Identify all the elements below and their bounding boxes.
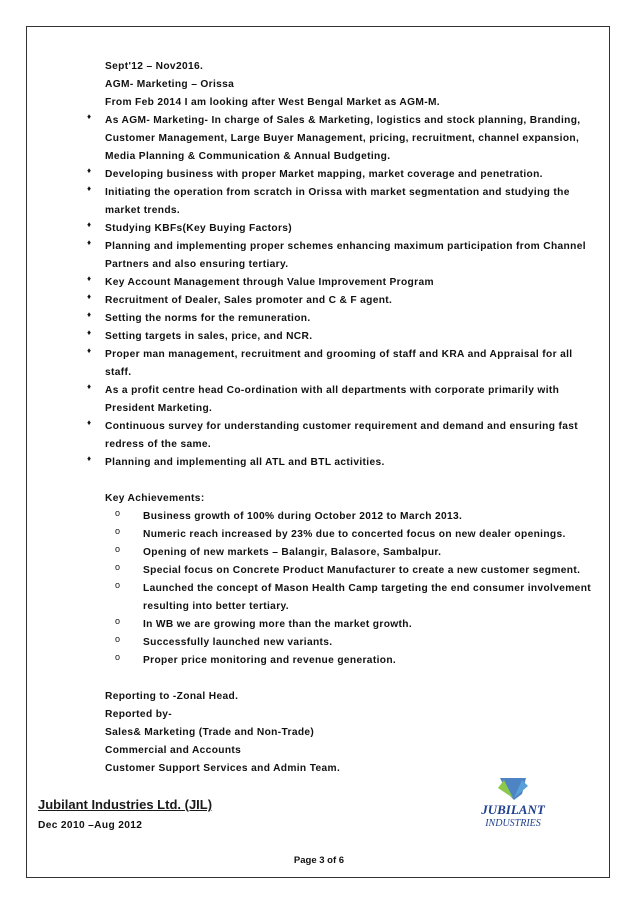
responsibility-text: Setting the norms for the remuneration. (105, 313, 311, 324)
achievement-text: resulting into better tertiary. (143, 601, 289, 612)
responsibility-text: Setting targets in sales, price, and NCR. (105, 331, 313, 342)
achievement-item (105, 544, 595, 562)
responsibility-item (87, 166, 595, 184)
achievement-text: Special focus on Concrete Product Manufacturer to create a new customer segment. (143, 565, 581, 576)
spacer (105, 472, 595, 490)
diamond-bullet-icon: ♦ (87, 184, 92, 193)
diamond-bullet-icon: ♦ (87, 238, 92, 247)
responsibility-text: Planning and implementing proper schemes enhancing maximum participation from Channel (105, 241, 586, 252)
reporting-line: Reported by- (105, 709, 173, 720)
achievement-text: In WB we are growing more than the market growth. (143, 619, 413, 630)
responsibility-text: redress of the same. (105, 439, 212, 450)
circle-bullet-icon: o (115, 526, 121, 536)
responsibility-item (87, 346, 595, 382)
responsibility-text: Customer Management, Large Buyer Management, pricing, recruitment, channel expansion, (105, 133, 580, 144)
responsibility-item (87, 238, 595, 274)
achievement-text: Numeric reach increased by 23% due to concerted focus on new dealer openings. (143, 529, 566, 540)
circle-bullet-icon: o (115, 616, 121, 626)
header-line: From Feb 2014 I am looking after West Bengal Market as AGM-M. (105, 97, 440, 108)
reporting-block (105, 688, 595, 778)
achievement-text: Successfully launched new variants. (143, 637, 333, 648)
page-content (87, 58, 595, 778)
achievements-list (105, 508, 595, 670)
diamond-bullet-icon: ♦ (87, 112, 92, 121)
responsibility-item (87, 112, 595, 166)
responsibility-text: Recruitment of Dealer, Sales promoter and C & F agent. (105, 295, 393, 306)
responsibility-text: President Marketing. (105, 403, 213, 414)
circle-bullet-icon: o (115, 652, 121, 662)
company-dates: Dec 2010 –Aug 2012 (38, 820, 143, 831)
diamond-bullet-icon: ♦ (87, 292, 92, 301)
responsibility-text: Partners and also ensuring tertiary. (105, 259, 289, 270)
achievement-item (105, 580, 595, 616)
logo-text-jubilant: JUBILANT (481, 802, 545, 817)
responsibilities-list (87, 112, 595, 472)
header-line: Sept'12 – Nov2016. (105, 61, 204, 72)
responsibility-text: As a profit centre head Co-ordination with all departments with corporate primarily with (105, 385, 560, 396)
diamond-bullet-icon: ♦ (87, 418, 92, 427)
responsibility-text: Initiating the operation from scratch in Orissa with market segmentation and studying the (105, 187, 570, 198)
circle-bullet-icon: o (115, 634, 121, 644)
achievement-item (105, 616, 595, 634)
achievement-item (105, 652, 595, 670)
reporting-line: Commercial and Accounts (105, 745, 242, 756)
role-header (105, 58, 595, 112)
logo-text-industries: INDUSTRIES (485, 818, 541, 829)
company-name: Jubilant Industries Ltd. (JIL) (38, 797, 213, 812)
responsibility-item (87, 184, 595, 220)
responsibility-item (87, 274, 595, 292)
diamond-bullet-icon: ♦ (87, 346, 92, 355)
circle-bullet-icon: o (115, 580, 121, 590)
responsibility-text: Proper man management, recruitment and grooming of staff and KRA and Appraisal for all (105, 349, 573, 360)
achievement-item (105, 508, 595, 526)
responsibility-text: Planning and implementing all ATL and BTL activities. (105, 457, 385, 468)
achievements-title: Key Achievements: (105, 493, 205, 504)
circle-bullet-icon: o (115, 544, 121, 554)
logo-leaf-icon (498, 778, 528, 800)
responsibility-item (87, 418, 595, 454)
responsibility-item (87, 328, 595, 346)
achievement-text: Launched the concept of Mason Health Camp targeting the end consumer involvement (143, 583, 592, 594)
responsibility-item (87, 454, 595, 472)
achievement-text: Opening of new markets – Balangir, Balasore, Sambalpur. (143, 547, 442, 558)
responsibility-text: Developing business with proper Market mapping, market coverage and penetration. (105, 169, 543, 180)
responsibility-item (87, 382, 595, 418)
diamond-bullet-icon: ♦ (87, 328, 92, 337)
responsibility-text: Studying KBFs(Key Buying Factors) (105, 223, 293, 234)
achievement-item (105, 634, 595, 652)
diamond-bullet-icon: ♦ (87, 166, 92, 175)
reporting-line: Sales& Marketing (Trade and Non-Trade) (105, 727, 315, 738)
diamond-bullet-icon: ♦ (87, 220, 92, 229)
circle-bullet-icon: o (115, 508, 121, 518)
responsibility-item (87, 220, 595, 238)
diamond-bullet-icon: ♦ (87, 274, 92, 283)
responsibility-text: Continuous survey for understanding customer requirement and demand and ensuring fast (105, 421, 578, 432)
responsibility-text: staff. (105, 367, 132, 378)
header-line: AGM- Marketing – Orissa (105, 79, 235, 90)
jubilant-logo (478, 774, 548, 830)
responsibility-text: market trends. (105, 205, 181, 216)
responsibility-text: Media Planning & Communication & Annual Budgeting. (105, 151, 391, 162)
achievement-text: Business growth of 100% during October 2012 to March 2013. (143, 511, 463, 522)
diamond-bullet-icon: ♦ (87, 454, 92, 463)
achievement-item (105, 526, 595, 544)
diamond-bullet-icon: ♦ (87, 382, 92, 391)
circle-bullet-icon: o (115, 562, 121, 572)
responsibility-item (87, 310, 595, 328)
diamond-bullet-icon: ♦ (87, 310, 92, 319)
reporting-line: Reporting to -Zonal Head. (105, 691, 239, 702)
spacer (105, 670, 595, 688)
responsibility-item (87, 292, 595, 310)
achievement-text: Proper price monitoring and revenue generation. (143, 655, 397, 666)
achievement-item (105, 562, 595, 580)
responsibility-text: As AGM- Marketing- In charge of Sales & Marketing, logistics and stock planning, Branding, (105, 115, 581, 126)
page-footer: Page 3 of 6 (293, 855, 345, 866)
reporting-line: Customer Support Services and Admin Team. (105, 763, 341, 774)
responsibility-text: Key Account Management through Value Improvement Program (105, 277, 434, 288)
